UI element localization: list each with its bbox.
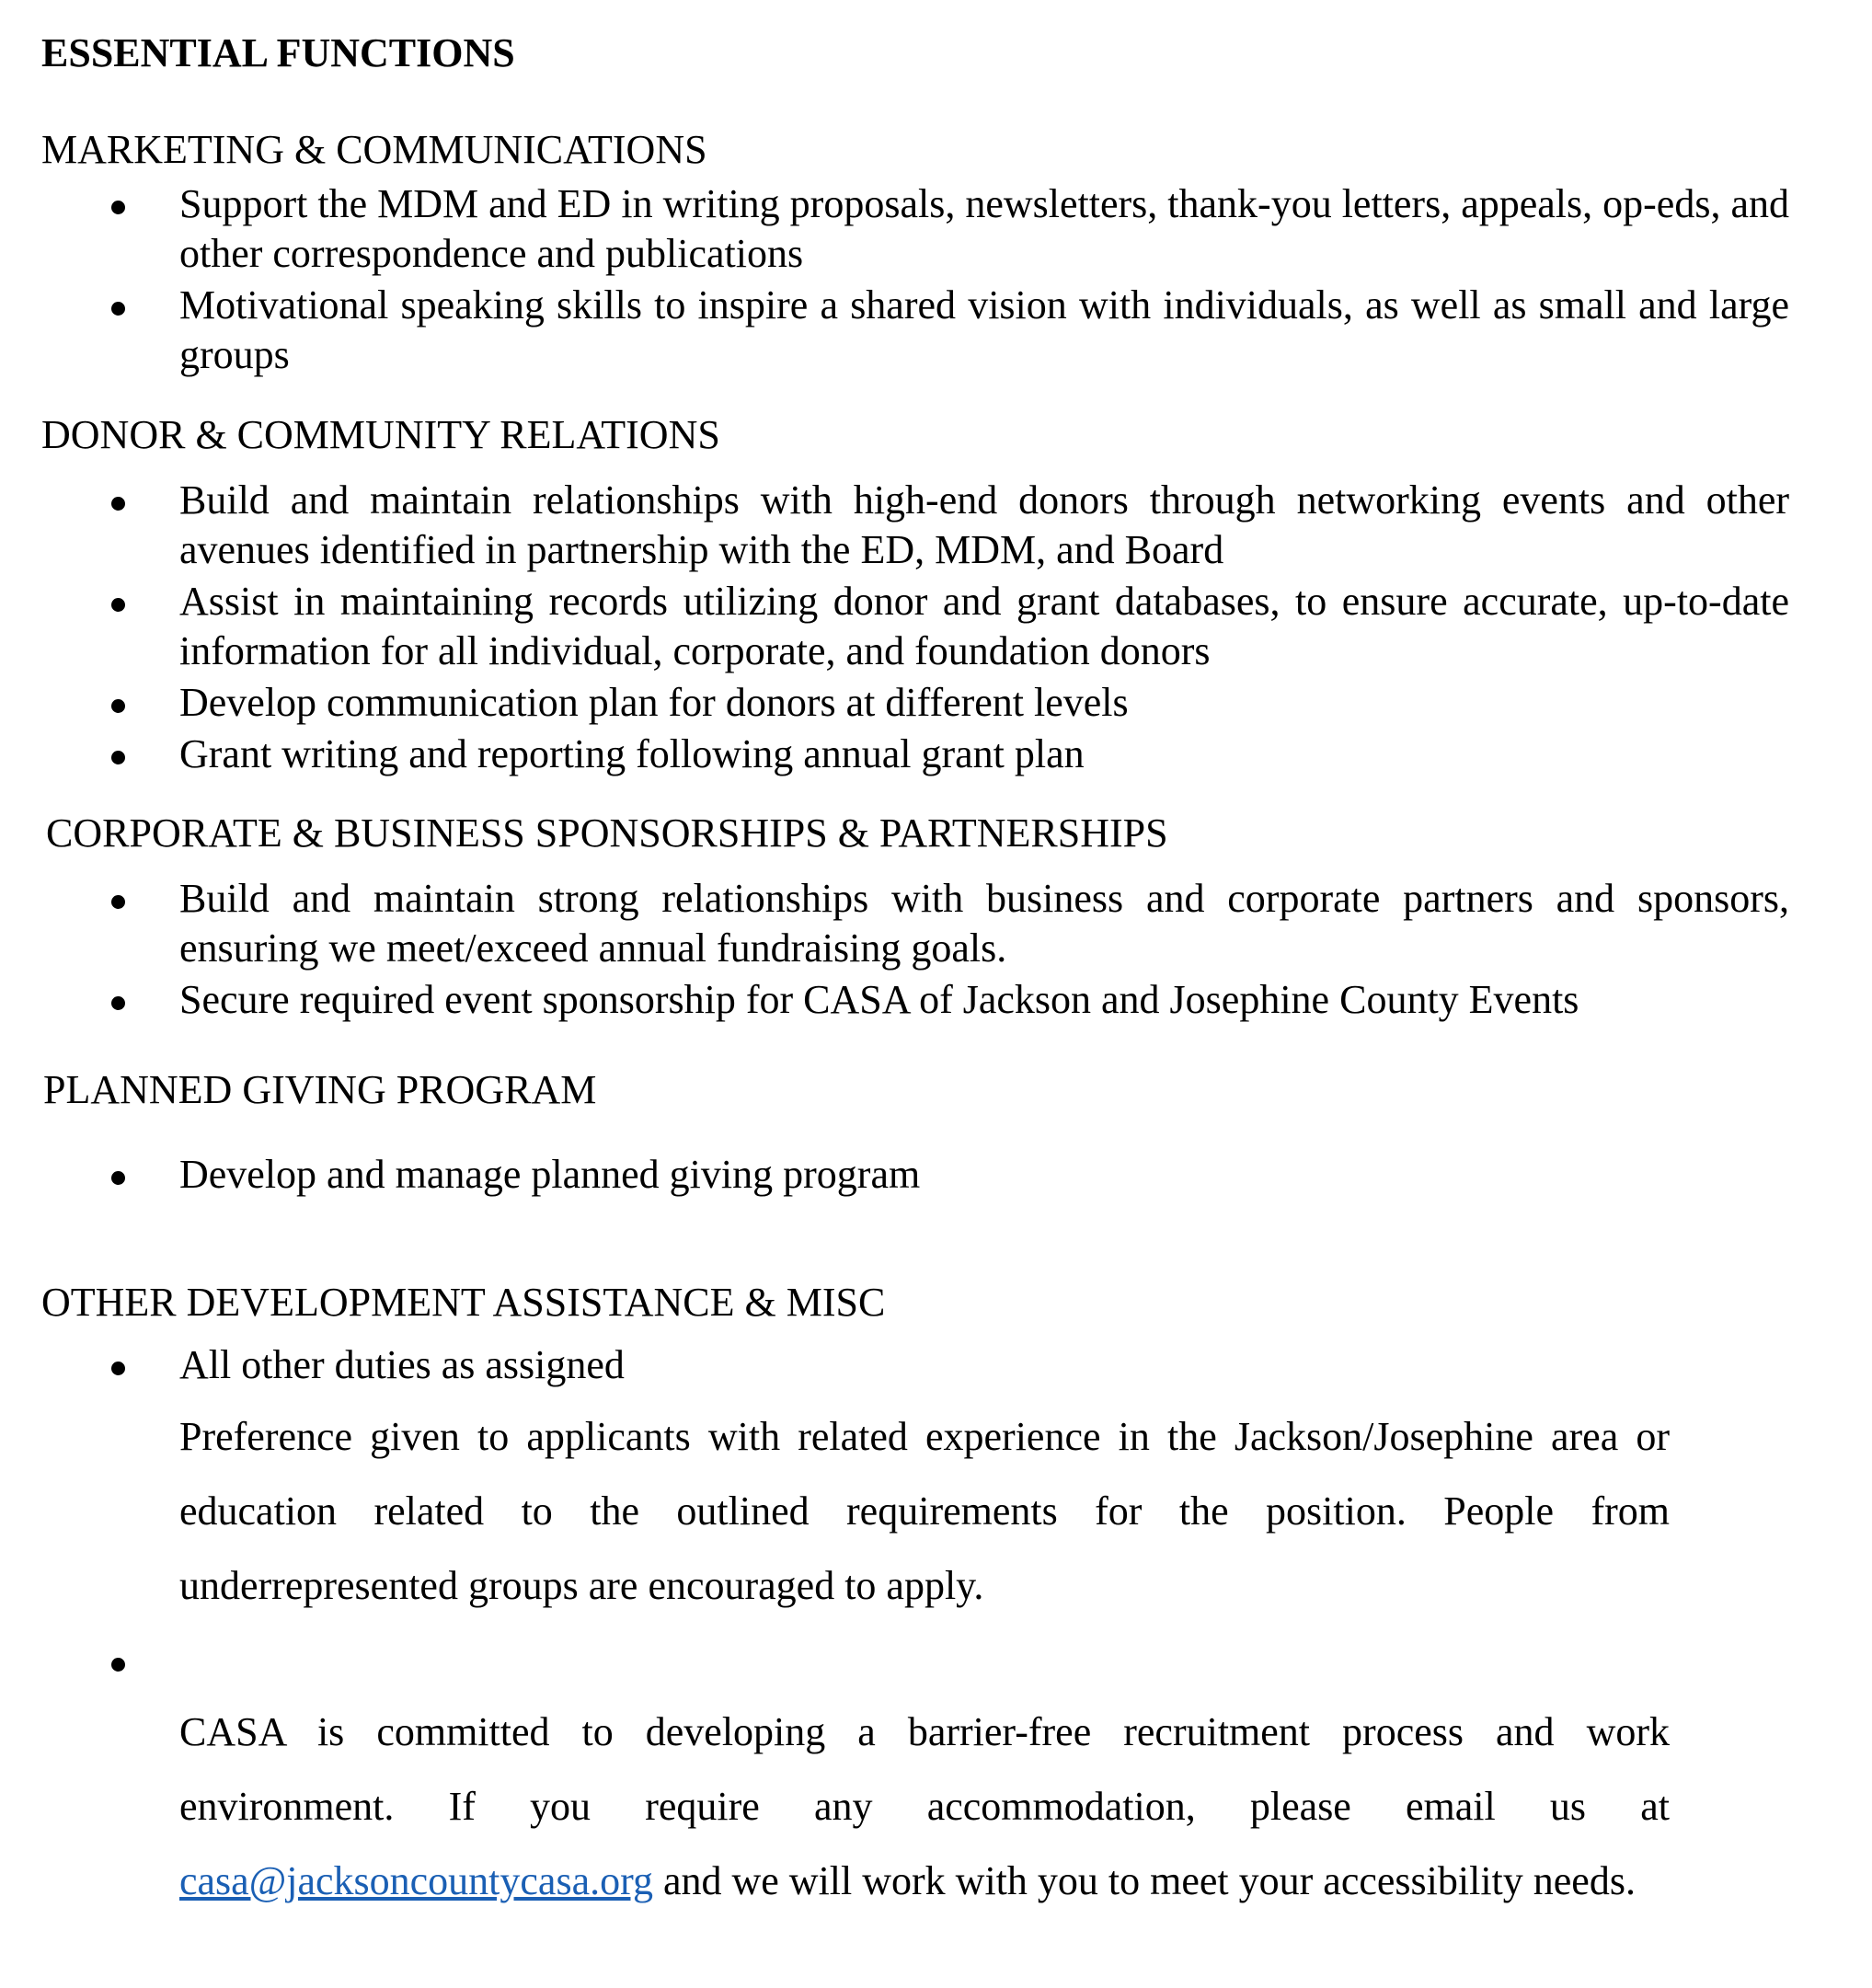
preference-note: Preference given to applicants with related experience in the Jackson/Josephine area or education related to the outlined requirements for the position. People from underrepresented groups are encouraged to apply. bbox=[179, 1414, 1670, 1608]
list-item bbox=[0, 730, 1789, 779]
section-heading-sponsorships: CORPORATE & BUSINESS SPONSORSHIPS & PARTNERSHIPS bbox=[46, 810, 1168, 856]
list-item bbox=[0, 179, 1789, 279]
section-heading-donor-relations: DONOR & COMMUNITY RELATIONS bbox=[41, 412, 720, 457]
list-item-text: Grant writing and reporting following annual grant plan bbox=[179, 731, 1085, 776]
accessibility-note-text: CASA is committed to developing a barrier-free recruitment process and work environment. If you require any accommodation, please email us at bbox=[179, 1709, 1670, 1829]
list-item-text: Secure required event sponsorship for CASA of Jackson and Josephine County Events bbox=[179, 977, 1579, 1022]
bullet-icon bbox=[111, 1362, 125, 1375]
section-heading-planned-giving: PLANNED GIVING PROGRAM bbox=[43, 1067, 597, 1112]
list-item-text: Develop communication plan for donors at different levels bbox=[179, 680, 1129, 725]
accessibility-note-text-end: and we will work with you to meet your accessibility needs. bbox=[652, 1858, 1636, 1903]
list-item bbox=[0, 874, 1789, 973]
other-development-list bbox=[0, 1340, 1872, 1392]
section-heading-marketing: MARKETING & COMMUNICATIONS bbox=[41, 127, 707, 172]
accessibility-note bbox=[179, 1695, 1670, 1918]
list-item-text: Build and maintain strong relationships with business and corporate partners and sponsors, ensuring we meet/exceed annual fundraising goals. bbox=[179, 876, 1789, 971]
list-item bbox=[0, 577, 1789, 676]
bullet-icon bbox=[111, 302, 125, 316]
bullet-icon bbox=[111, 751, 125, 764]
section-heading-other-development: OTHER DEVELOPMENT ASSISTANCE & MISC bbox=[41, 1280, 886, 1325]
list-item bbox=[0, 975, 1789, 1025]
list-item-text: Build and maintain relationships with high-end donors through networking events and other avenues identified in partnership with the ED, MDM, and Board bbox=[179, 477, 1789, 572]
bullet-icon bbox=[111, 1171, 125, 1185]
list-item bbox=[0, 678, 1789, 728]
bullet-icon bbox=[111, 201, 125, 214]
page-title: ESSENTIAL FUNCTIONS bbox=[41, 30, 515, 75]
bullet-icon bbox=[111, 996, 125, 1010]
email-link[interactable]: casa@jacksoncountycasa.org bbox=[179, 1858, 653, 1903]
donor-relations-list bbox=[0, 476, 1872, 781]
list-item-text: All other duties as assigned bbox=[179, 1342, 625, 1387]
bullet-icon bbox=[111, 1658, 125, 1672]
bullet-icon bbox=[111, 895, 125, 909]
list-item bbox=[0, 1150, 1789, 1200]
list-item-text: Assist in maintaining records utilizing donor and grant databases, to ensure accurate, up-to-date information for all individual, corporate, and foundation donors bbox=[179, 579, 1789, 673]
bullet-icon bbox=[111, 598, 125, 612]
bullet-icon bbox=[111, 699, 125, 713]
sponsorships-list bbox=[0, 874, 1872, 1027]
list-item-text: Motivational speaking skills to inspire a shared vision with individuals, as well as small and large groups bbox=[179, 282, 1789, 377]
bullet-icon bbox=[111, 497, 125, 511]
list-item-text: Support the MDM and ED in writing proposals, newsletters, thank-you letters, appeals, op-eds, and other correspondence and publications bbox=[179, 181, 1789, 276]
list-item bbox=[0, 281, 1789, 380]
list-item bbox=[0, 476, 1789, 575]
planned-giving-list bbox=[0, 1150, 1872, 1201]
list-item-text: Develop and manage planned giving program bbox=[179, 1152, 921, 1197]
list-item bbox=[0, 1340, 1789, 1390]
marketing-list bbox=[0, 179, 1872, 382]
